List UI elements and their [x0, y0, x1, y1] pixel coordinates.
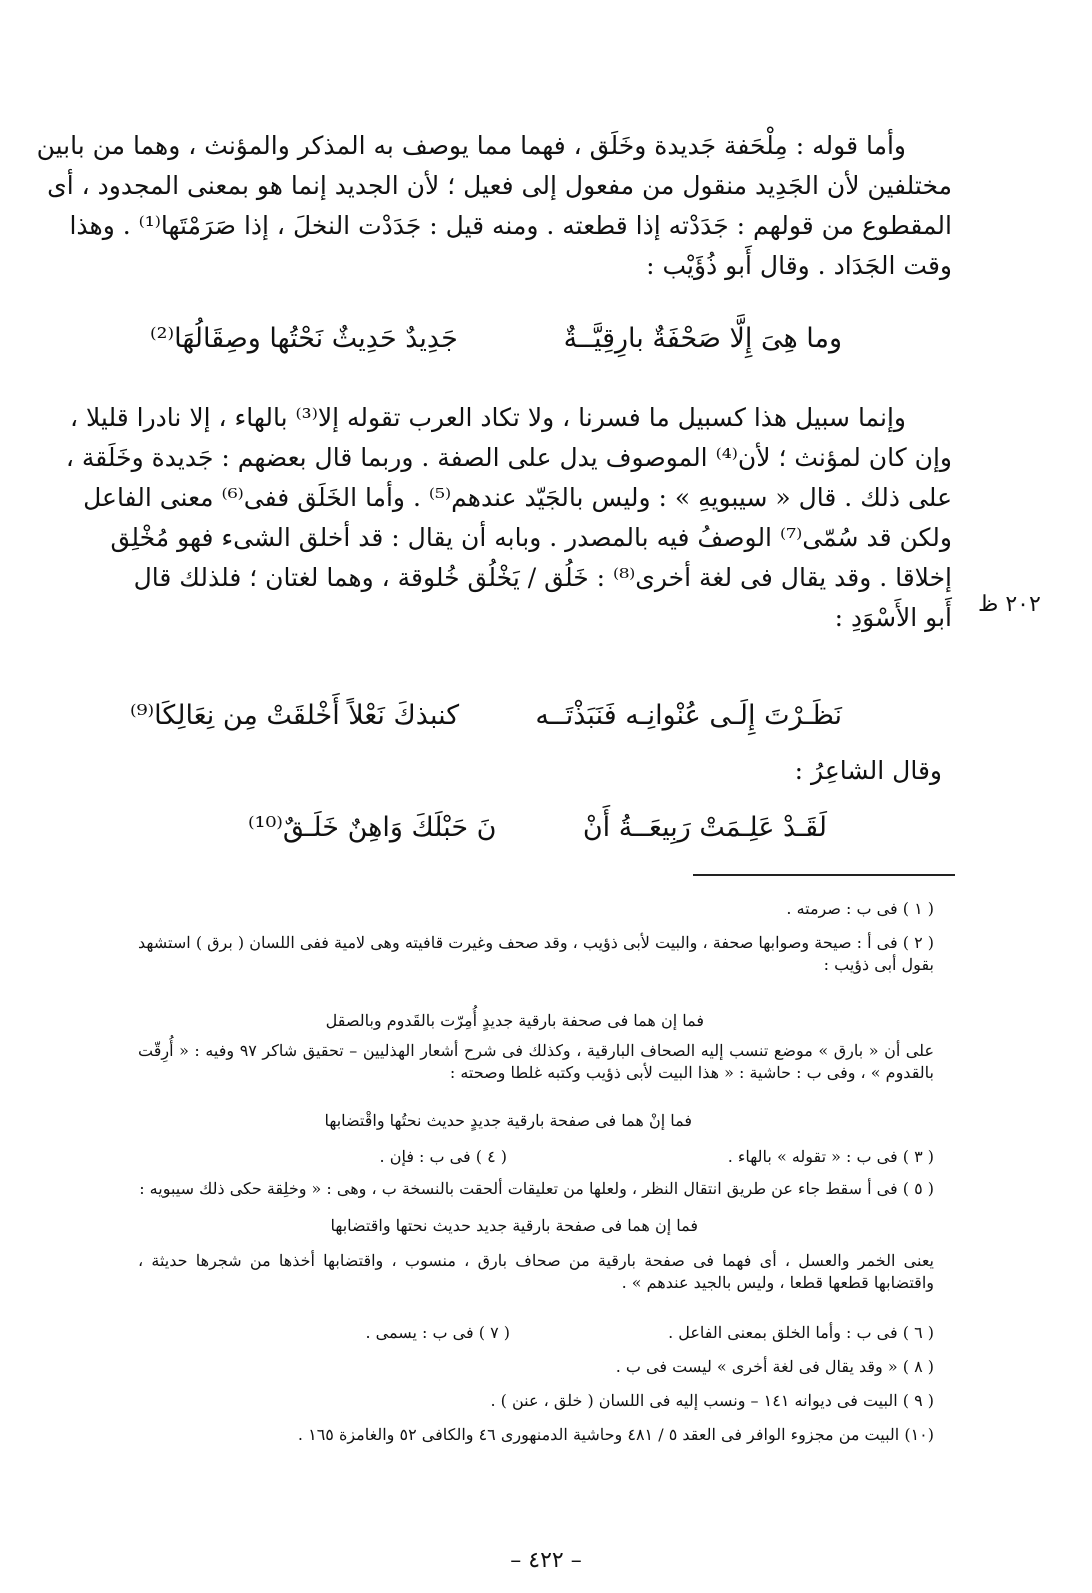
footnote-8: ( ٨ ) « وقد يقال فى لغة أخرى » ليست فى ب .: [615, 1357, 934, 1376]
footnote-2-verse: فما إن هما فى صحفة بارقية جديدٍ أُمِرّت بالقَدوم وبالصقل: [325, 1011, 704, 1030]
page-number: – ٤٢٢ –: [510, 1548, 582, 1573]
verse-1-second-hemistich: جَدِيدٌ حَدِيثٌ نَحْتُها وصِقَالُهَا⁽²⁾: [150, 323, 458, 354]
verse-3-second-hemistich: نَ حَبْلَكَ وَاهِنٌ خَلَـقٌ⁽¹⁰⁾: [248, 812, 497, 843]
text-line: إخلاقا . وقد يقال فى لغة أخرى⁽⁸⁾ : خَلُق / يَخْلُق خُلوقة ، وهما لغتان ؛ فلذلك قال: [133, 563, 952, 592]
footnote-2: ( ٢ ) فى أ : صيحة وصوابها صحفة ، والبيت لأبى ذؤيب ، وقد صحف وغيرت قافيته وهى لامية ففى اللسان ( برق ) استشهد بقول أبى ذؤيب :: [138, 933, 935, 974]
footnote-7: ( ٧ ) فى ب : يسمى .: [365, 1323, 510, 1342]
footnote-2-continued: على أن « بارق » موضع تنسب إليه الصحاف البارقية ، وكذلك فى شرح أشعار الهذليين – تحقيق شاكر ٩٧ وفيه : « أُرِقّت بالقدوم » ، وفى ب : حاشية : « هذا البيت لأبى ذؤيب وكتبه غلطا وصحته :: [138, 1041, 934, 1082]
text-line: مختلفين لأن الجَدِيد منقول من مفعول إلى فعيل ؛ لأن الجديد إنما هو بمعنى المجدود ، أى: [47, 171, 952, 200]
footnote-5-continued: يعنى الخمر والعسل ، أى فهما فى صفحة بارقية من صحاف بارق ، منسوب ، واقتضابها أخذها من شجرها حديثة ، واقتضابها قطعها قطعا ، وليس بالجيد عندهم » .: [138, 1251, 934, 1292]
footnote-9: ( ٩ ) البيت فى ديوانه ١٤١ – ونسب إليه فى اللسان ( خلق ، عنن ) .: [490, 1391, 934, 1410]
footnote-3: ( ٣ ) فى ب : « تقوله » بالهاء .: [727, 1147, 934, 1166]
footnote-separator: [693, 874, 955, 876]
footnote-6: ( ٦ ) فى ب : وأما الخلق بمعنى الفاعل .: [668, 1323, 934, 1342]
verse-2-first-hemistich: نَظَـرْتَ إِلَـى عُنْوانِـه فَنَبَذْتَــه: [535, 700, 842, 731]
verse-3-first-hemistich: لَقَـدْ عَلِـمَتْ رَبِيعَــةُ أَنْ: [582, 812, 827, 843]
text-line: أَبو الأَسْوَدِ :: [834, 603, 952, 632]
footnote-5-verse: فما إن هما فى صفحة بارقية جديد حديث نحتها واقتضابها: [330, 1216, 698, 1235]
text-line: المقطوع من قولهم : جَدَدْته إذا قطعته . ومنه قيل : جَدَدْت النخلَ ، إذا صَرَمْتَها⁽¹⁾ . وهذا: [69, 211, 952, 240]
verse-2-second-hemistich: كنبذكَ نَعْلاً أَخْلقَتْ مِن نِعَالِكَا⁽⁹⁾: [130, 700, 460, 731]
text-line: وإنما سبيل هذا كسبيل ما فسرنا ، ولا تكاد العرب تقوله إلا⁽³⁾ بالهاء ، إلا نادرا قليلا ،: [70, 403, 906, 432]
verse-1-first-hemistich: وما هِىَ إِلَّا صَحْفَةٌ بارِقِيَّــةٌ: [563, 323, 842, 354]
text-line: وأما قوله : مِلْحَفة جَديدة وخَلَق ، فهما مما يوصف به المذكر والمؤنث ، وهما من بابين: [36, 131, 906, 160]
poet-intro-line: وقال الشاعِرُ :: [794, 756, 942, 785]
manuscript-folio-note: ٢٠٢ ظ: [978, 592, 1041, 617]
footnote-5: ( ٥ ) فى أ سقط جاء عن طريق انتقال النظر ، ولعلها من تعليقات ألحقت بالنسخة ب ، وهى : « وخلِقة حكى ذلك سيبويه :: [139, 1179, 934, 1198]
paragraph-1: [36, 126, 952, 286]
text-line: على ذلك . قال « سيبويهِ » : وليس بالجَيّد عندهم⁽⁵⁾ . وأما الخَلَق ففى⁽⁶⁾ معنى الفاعل: [83, 483, 952, 512]
footnote-10: (١٠) البيت من مجزوء الوافر فى العقد ٥ / ٤٨١ وحاشية الدمنهورى ٤٦ والكافى ٥٢ والغامزة ١٦٥ .: [297, 1425, 934, 1444]
footnote-1: ( ١ ) فى ب : صرمته .: [786, 899, 934, 918]
paragraph-2: [65, 398, 952, 638]
text-line: وقت الجَدَاد . وقال أَبو ذُؤَيْب :: [646, 251, 952, 280]
text-line: ولكن قد سُمّى⁽⁷⁾ الوصفُ فيه بالمصدر . وبابه أن يقال : قد أخلق الشىء فهو مُخْلِق: [110, 523, 952, 552]
text-line: وإن كان لمؤنث ؛ لأن⁽⁴⁾ الموصوف يدل على الصفة . وربما قال بعضهم : جَديدة وخَلَقة ،: [65, 443, 952, 472]
footnote-2-verse-2: فما إنْ هما فى صفحة بارقية جديدٍ حديث نحتُها واقْتضابها: [324, 1111, 692, 1130]
footnote-4: ( ٤ ) فى ب : فإن .: [379, 1147, 507, 1166]
